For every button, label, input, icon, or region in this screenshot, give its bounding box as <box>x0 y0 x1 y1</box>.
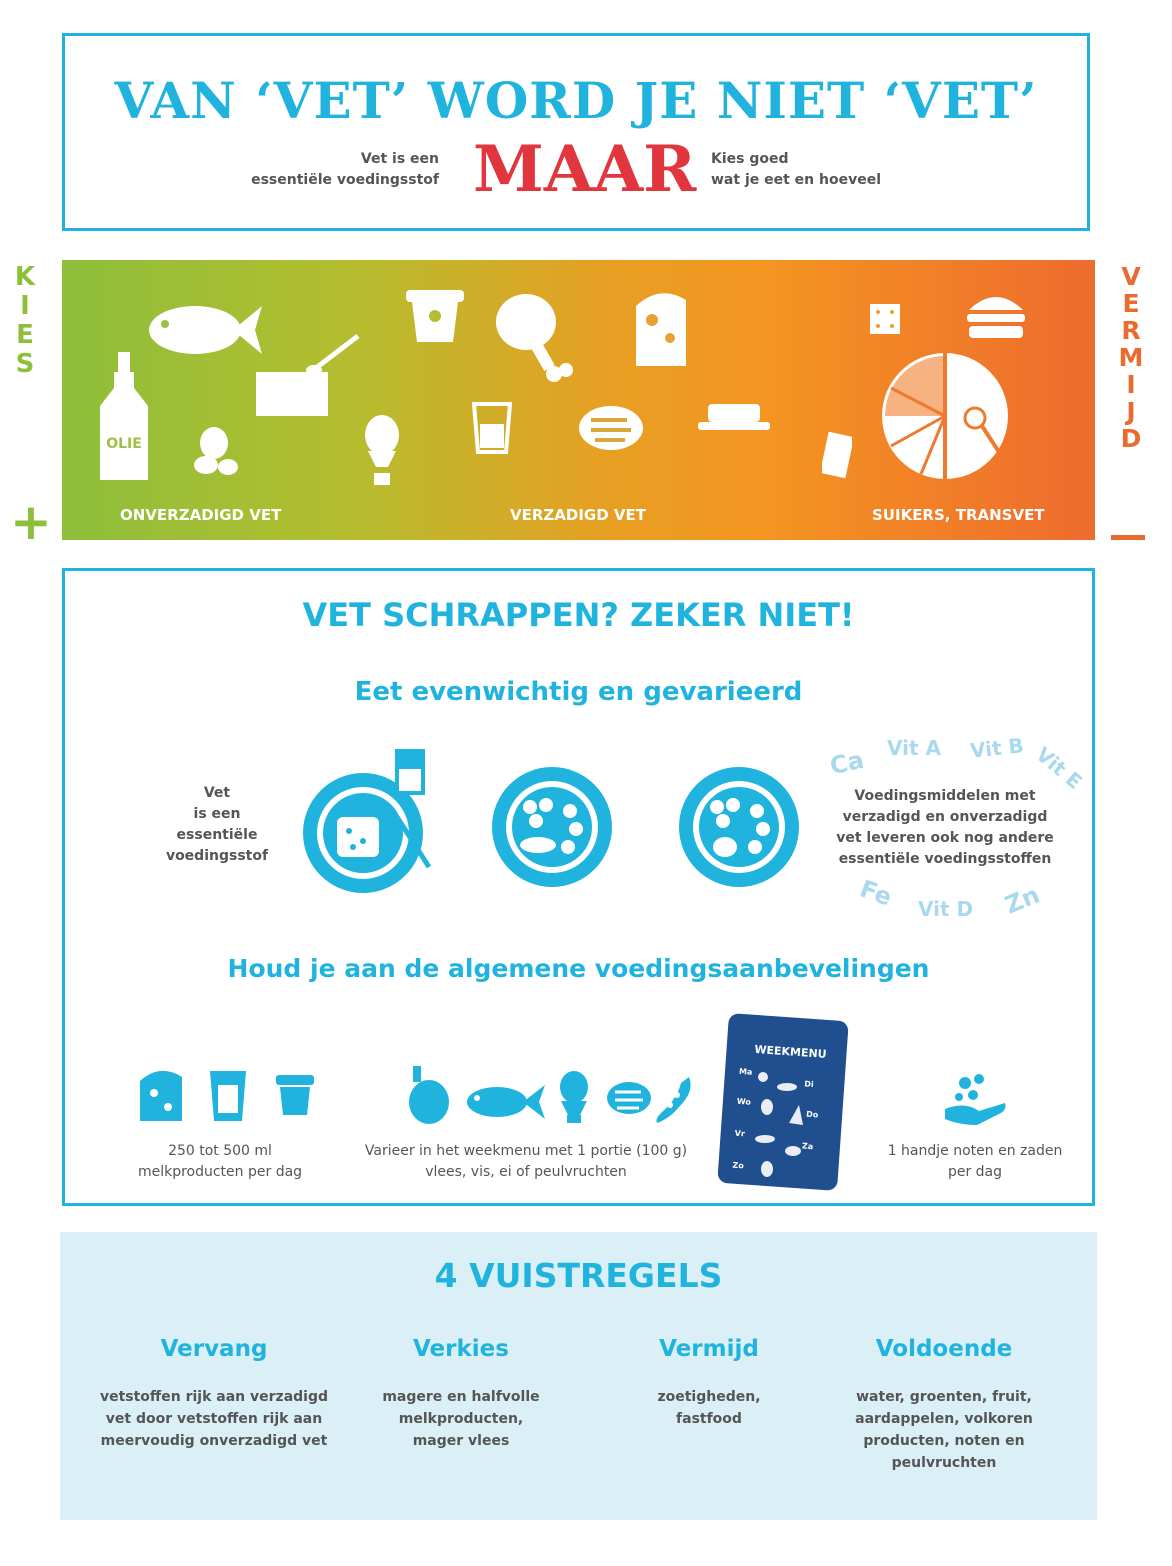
label-saturated-fat: VERZADIGD VET <box>510 506 646 524</box>
fat-scale-band <box>62 260 1095 540</box>
dinner-plate-chicken-icon <box>677 765 801 889</box>
weekmenu-card-icon <box>717 1011 857 1191</box>
nutrient-zn: Zn <box>1001 880 1044 920</box>
vermijd-letter: M <box>1118 343 1144 372</box>
vermijd-letter: V <box>1121 262 1141 291</box>
protein-caption-line: Varieer in het weekmenu met 1 portie (100 g) <box>364 1143 688 1159</box>
egg-icon <box>557 1071 591 1125</box>
hamburger-icon <box>965 286 1027 342</box>
kies-vertical-word <box>14 263 36 379</box>
cracker-icon <box>868 302 902 336</box>
rules-box <box>60 1232 1097 1520</box>
rule-heading-vermijd: Vermijd <box>659 1336 759 1362</box>
yoghurt-icon <box>404 286 466 346</box>
subtitle-balanced: Eet evenwichtig en gevarieerd <box>354 677 803 707</box>
nuts-caption <box>865 1141 1085 1183</box>
butter-dish-icon <box>698 400 770 432</box>
fish-icon <box>147 300 262 360</box>
rule-line: peulvruchten <box>891 1455 997 1471</box>
nutrients-note-line: verzadigd en onverzadigd <box>842 809 1048 825</box>
nutrient-vit-b: Vit B <box>968 733 1025 763</box>
weekmenu-day: Za <box>801 1141 814 1152</box>
egg-icon <box>362 415 402 487</box>
rule-line: producten, noten en <box>863 1433 1025 1449</box>
header-right-line2: wat je eet en hoeveel <box>711 172 882 188</box>
weekmenu-day: Di <box>803 1079 814 1090</box>
oil-bottle-icon <box>96 352 152 480</box>
rule-line: vet door vetstoffen rijk aan <box>105 1411 323 1427</box>
kies-letter: S <box>15 349 35 379</box>
milk-glass-icon <box>472 402 512 454</box>
oil-label: OLIE <box>106 436 142 452</box>
kies-letter: E <box>16 320 34 350</box>
weekmenu-title: WEEKMENU <box>753 1042 828 1061</box>
steak-icon <box>577 402 649 457</box>
dairy-caption-line: 250 tot 500 ml <box>168 1143 272 1159</box>
nutrients-note <box>825 786 1065 870</box>
fish-icon <box>465 1083 545 1121</box>
main-title: VAN ‘VET’ WORD JE NIET ‘VET’ <box>114 71 1038 130</box>
rule-line: magere en halfvolle <box>382 1389 540 1405</box>
cheese-icon <box>632 290 690 368</box>
breakfast-plate-icon <box>301 747 441 897</box>
rule-text-voldoende <box>824 1386 1064 1474</box>
middle-title: VET SCHRAPPEN? ZEKER NIET! <box>302 596 855 634</box>
nutrient-vit-d: Vit D <box>918 897 974 921</box>
chocolate-icon <box>822 432 852 478</box>
pan-icon <box>252 332 362 418</box>
vermijd-letter: I <box>1126 370 1136 399</box>
nutrient-vit-a: Vit A <box>887 736 941 760</box>
weekmenu-day: Do <box>805 1109 819 1120</box>
steak-icon <box>605 1079 653 1117</box>
kies-letter: I <box>20 291 30 321</box>
nutrients-note-line: vet leveren ook nog andere <box>836 830 1054 846</box>
vet-note-line: essentiële <box>176 827 258 843</box>
pizza-icon <box>877 348 1013 484</box>
pea-pod-icon <box>655 1073 695 1125</box>
rule-heading-verkies: Verkies <box>413 1336 509 1362</box>
header-left-line1: Vet is een <box>360 151 439 167</box>
vermijd-vertical-word <box>1117 263 1145 452</box>
nutrient-ca: Ca <box>827 745 867 781</box>
protein-caption-line: vlees, vis, ei of peulvruchten <box>425 1164 627 1180</box>
rule-line: vetstoffen rijk aan verzadigd <box>99 1389 329 1405</box>
rule-heading-vervang: Vervang <box>160 1336 268 1362</box>
maar-word: MAAR <box>473 132 697 207</box>
weekmenu-day: Zo <box>732 1160 745 1171</box>
rule-heading-voldoende: Voldoende <box>875 1336 1013 1362</box>
rule-text-vermijd <box>589 1386 829 1430</box>
rule-line: mager vlees <box>412 1433 510 1449</box>
vet-note-line: voedingsstof <box>165 848 269 864</box>
rule-line: aardappelen, volkoren <box>855 1411 1033 1427</box>
cheese-icon <box>138 1069 184 1123</box>
rule-line: water, groenten, fruit, <box>856 1389 1032 1405</box>
vermijd-letter: R <box>1121 316 1141 345</box>
nutrient-vit-e: Vit E <box>1031 742 1087 794</box>
protein-caption <box>341 1141 711 1183</box>
nutrients-note-line: essentiële voedingsstoffen <box>838 851 1052 867</box>
label-unsaturated-fat: ONVERZADIGD VET <box>120 506 282 524</box>
weekmenu-day: Ma <box>738 1066 753 1077</box>
minus-sign <box>1111 535 1145 540</box>
header-box <box>62 33 1090 231</box>
dairy-caption-line: melkproducten per dag <box>137 1164 303 1180</box>
vet-note <box>147 783 287 867</box>
milk-glass-icon <box>208 1069 248 1123</box>
nutrients-note-line: Voedingsmiddelen met <box>854 788 1036 804</box>
nuts-caption-line: per dag <box>947 1164 1003 1180</box>
yoghurt-icon <box>276 1073 314 1117</box>
chicken-leg-icon <box>405 1064 455 1126</box>
rule-text-vervang <box>94 1386 334 1452</box>
vet-note-line: Vet <box>203 785 231 801</box>
rules-title: 4 VUISTREGELS <box>434 1256 723 1295</box>
nutrient-fe: Fe <box>856 874 896 912</box>
weekmenu-day: Wo <box>736 1096 752 1107</box>
dairy-caption <box>105 1141 335 1183</box>
nuts-caption-line: 1 handje noten en zaden <box>887 1143 1063 1159</box>
plus-sign: + <box>10 493 52 551</box>
subtitle-recommendations: Houd je aan de algemene voedingsaanbevelingen <box>227 954 930 983</box>
header-right-text <box>711 149 881 191</box>
rule-text-verkies <box>341 1386 581 1452</box>
vermijd-letter: E <box>1122 289 1140 318</box>
dinner-plate-fish-icon <box>490 765 614 889</box>
header-right-line1: Kies goed <box>711 151 789 167</box>
vet-note-line: is een <box>193 806 241 822</box>
rule-line: melkproducten, <box>398 1411 524 1427</box>
middle-box <box>62 568 1095 1206</box>
rule-line: zoetigheden, <box>657 1389 761 1405</box>
kies-letter: K <box>14 262 36 292</box>
chicken-leg-icon <box>492 290 574 386</box>
rule-line: fastfood <box>676 1411 742 1427</box>
vermijd-letter: J <box>1126 397 1136 426</box>
weekmenu-day: Vr <box>734 1128 746 1139</box>
vermijd-letter: D <box>1120 424 1142 453</box>
rule-line: meervoudig onverzadigd vet <box>100 1433 328 1449</box>
label-sugars-transfat: SUIKERS, TRANSVET <box>872 506 1045 524</box>
nuts-hand-icon <box>943 1069 1009 1125</box>
header-left-line2: essentiële voedingsstof <box>251 172 439 188</box>
header-left-text <box>251 149 439 191</box>
olives-icon <box>192 425 242 477</box>
